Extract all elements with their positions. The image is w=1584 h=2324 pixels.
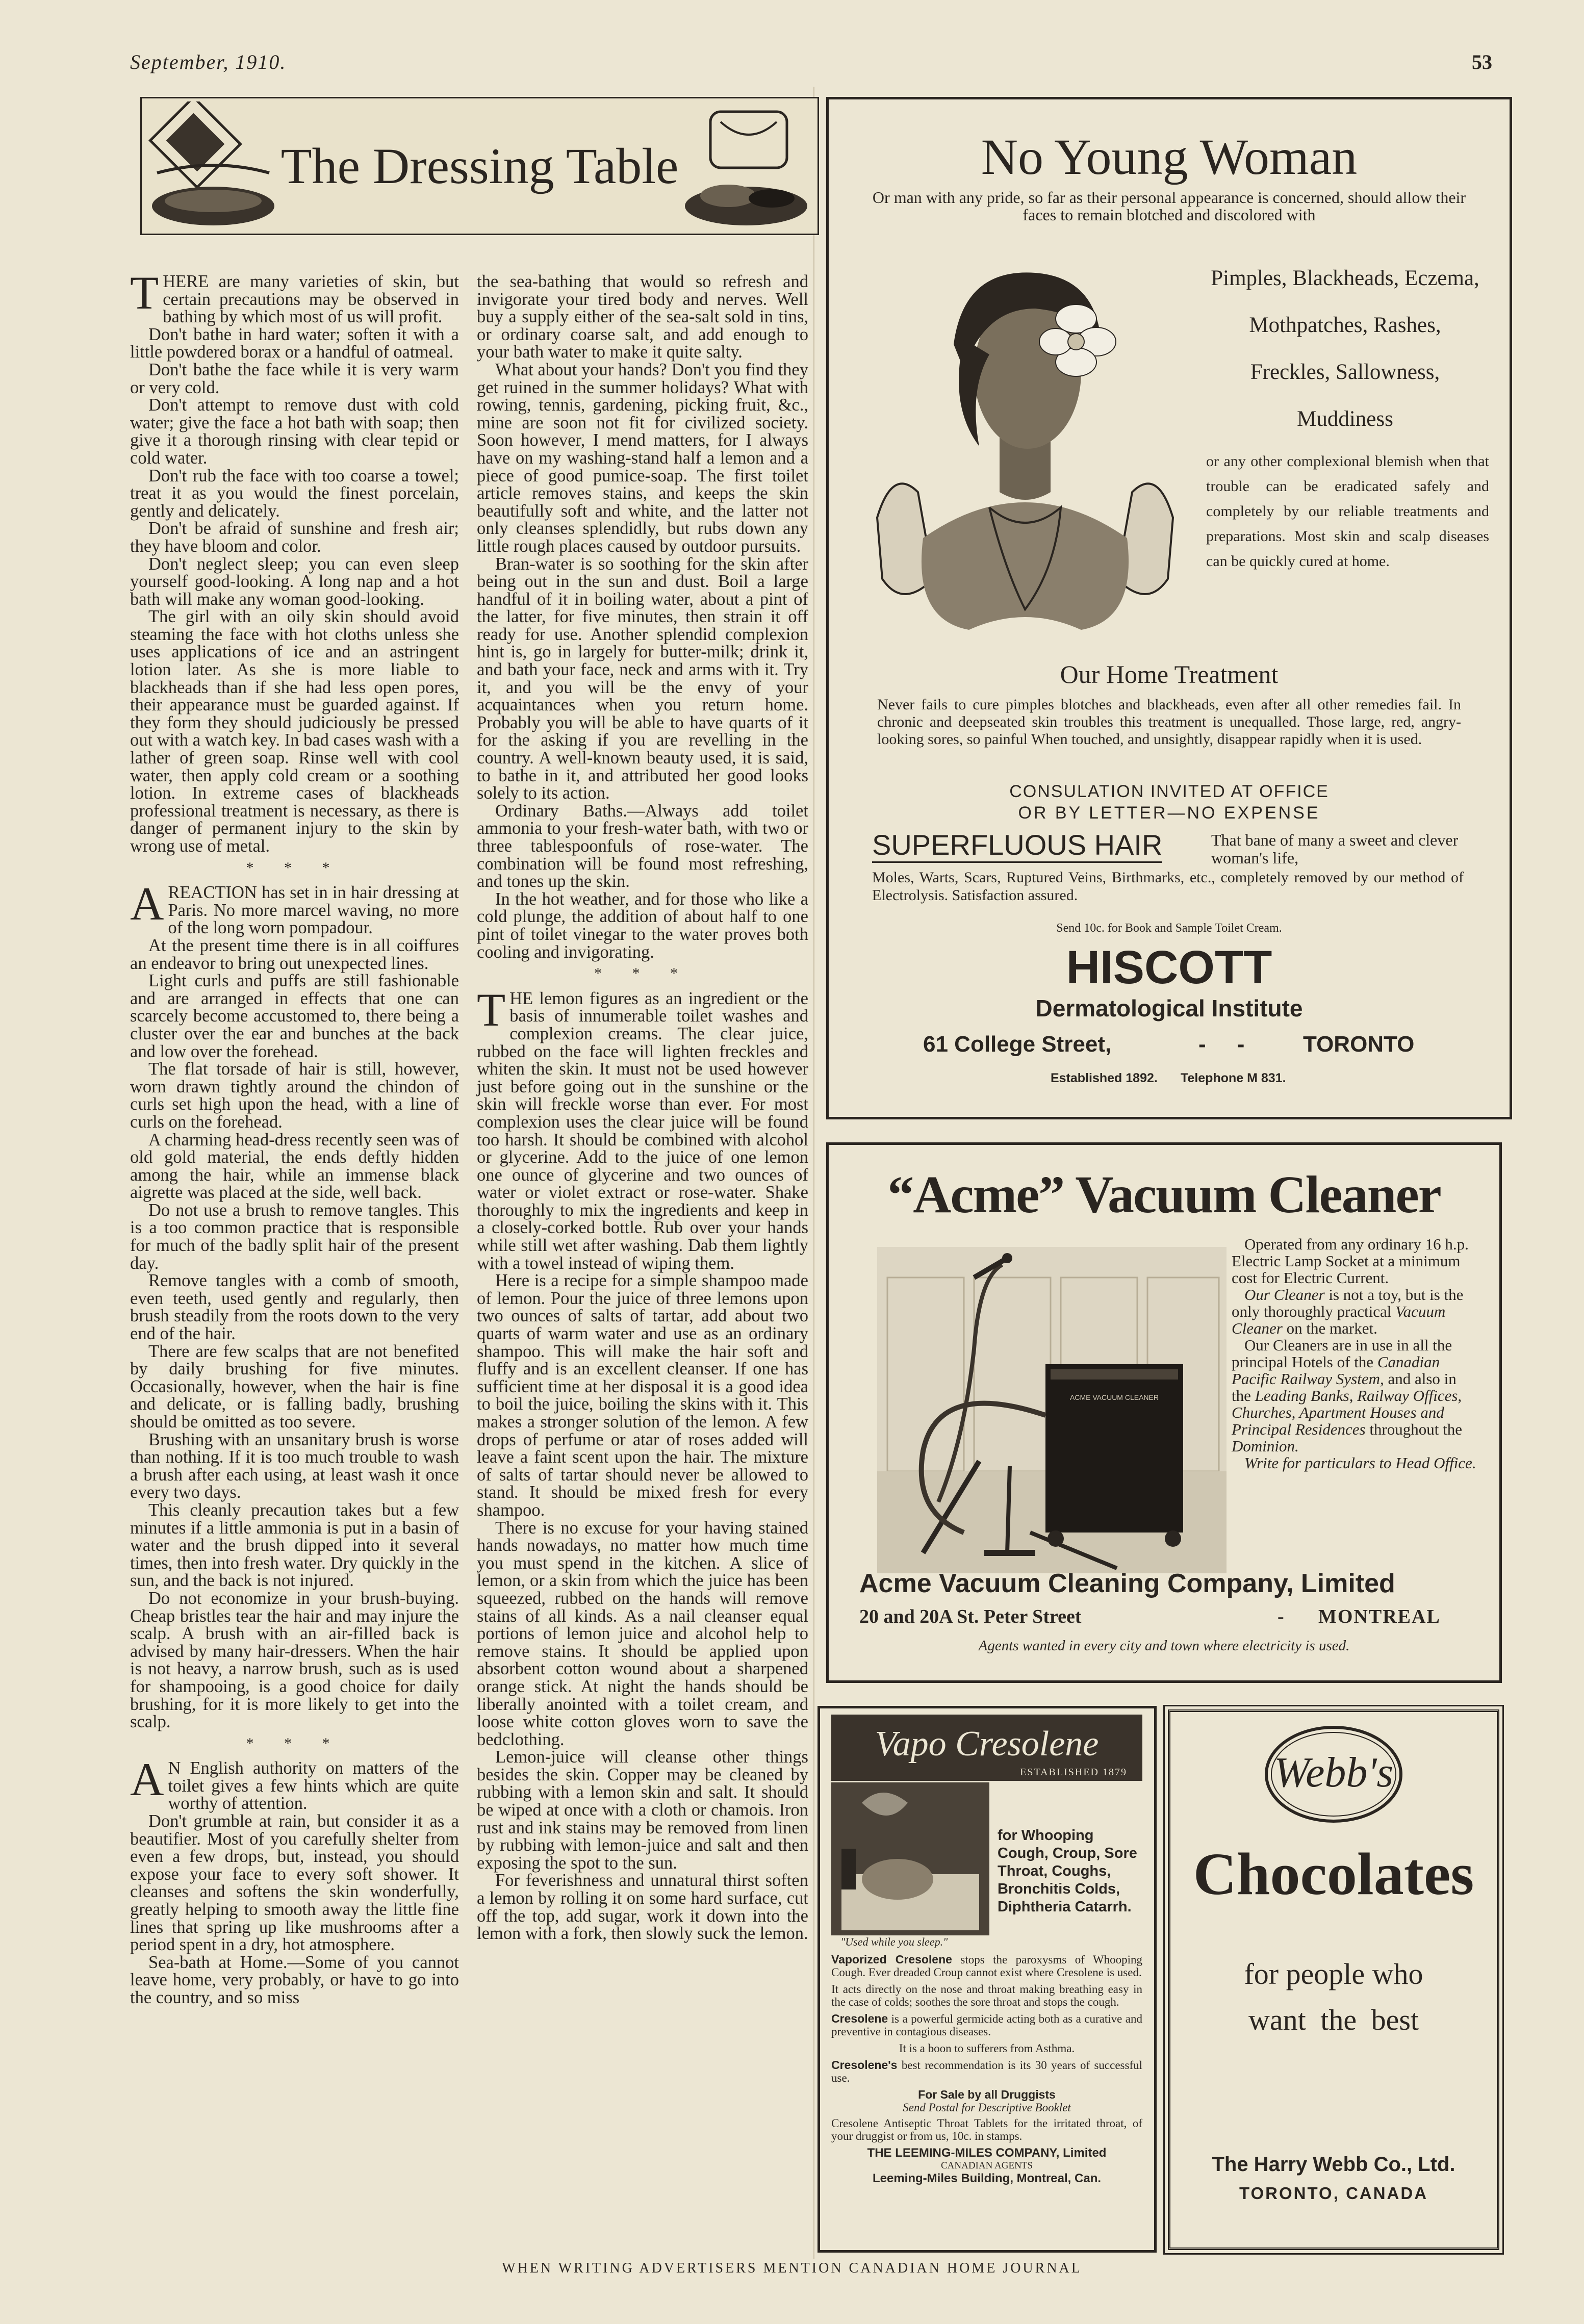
acme-vacuum-ad [826,1142,1502,1683]
home-treatment-title: Our Home Treatment [1060,660,1279,688]
paragraph: This cleanly precaution takes but a few minutes if a little ammonia is put in a basin of water and the brush dipped into it several times, then into fresh water. Dry quickly in the sun, and the back is not injured. [130,1500,459,1591]
drop-cap: T [130,267,159,319]
section-separator: * * * [246,1734,343,1752]
page-date: September, 1910. [130,50,287,73]
paragraph: Don't attempt to remove dust with cold water; give the face a hot bath with soap; then give it a thorough rinsing with clear tepid or cold water. [130,395,459,468]
cresolene-tablets: Cresolene Antiseptic Throat Tablets for the irritated throat, of your druggist or from us, 10c. in stamps. [831,2117,1142,2142]
cresolene-agents: CANADIAN AGENTS [941,2160,1033,2171]
hiscott-headline: No Young Woman [981,129,1358,185]
webbs-chocolates-ad [1168,1709,1499,2250]
hiscott-telephone: Telephone M 831. [1181,1071,1286,1085]
paragraph: The girl with an oily skin should avoid steaming the face with hot cloths unless she uses applications of ice and an astringent lotion later. As she is more liable to blackheads than if she had less open pores, their appearance must be guarded against. If they form they should judiciously be pressed out with a watch key. In bad cases wash with a lather of green soap. Rinse well with cool water, then apply cold cream or a soothing lotion. In extreme cases of blackheads professional treatment is necessary, as there is danger of permanent injury to the skin by wrong use of metal. [130,607,459,856]
acme-write: Write for particulars to Head Office. [1244,1454,1476,1472]
paragraph: What about your hands? Don't you find they get ruined in the summer holidays? What with rowing, tennis, gardening, picking fruit, &c., mine are soon not fit for civilized society. Soon however, I mend matters, for I always have on my washing-stand half a lemon and a piece of good pumice-soap. The first toilet article removes stains, and keeps the skin beautifully soft and white, and the latter not only cleanses splendidly, but rubs down any little rough places caused by outdoor pursuits. [477,360,808,556]
hiscott-name: HISCOTT [1066,941,1272,993]
article-column-2 [477,273,808,1943]
drop-cap: A [130,1753,164,1806]
acme-description [1232,1236,1476,1471]
condition-line: Muddiness [1297,407,1393,431]
article-title: The Dressing Table [280,138,679,194]
paragraph: A charming head-dress recently seen was of old gold material, the ends deftly hidden among the hair, while an immense black aigrette was placed at the side, well back. [130,1130,459,1203]
paragraph: Lemon-juice will cleanse other things besides the skin. Copper may be cleaned by rubbing with a lemon skin and salt. It should be wiped at once with a cloth or chamois. Iron rust and ink stains may be removed from linen by rubbing with lemon-juice and salt and then exposing the spot to the sun. [477,1747,808,1873]
paragraph: Light curls and puffs are still fashionable and are arranged in effects that one can scarcely become accustomed to, there being a cluster over the ear and bunches at the back and low over the forehead. [130,971,459,1061]
section-1-intro: THERE are many varieties of skin, but certain precautions may be observed in bathing by which most of us will profit. [130,267,459,327]
vacuum-cleaner-illustration [877,1247,1227,1573]
webbs-logo: Webb's [1273,1749,1394,1796]
paragraph: Brushing with an unsanitary brush is worse than nothing. If it is too much trouble to wash a brush after each using, at least wash it once every two days. [130,1429,459,1502]
home-treatment-body: Never fails to cure pimples blotches and blackheads, even after all other remedies fail. In chronic and deepseated skin troubles this treatment is unequalled. Those large, red, angry-looking sores, so painful When touched, and unsightly, disappear rapidly when it is used. [877,696,1461,748]
section-3-intro: A N English authority on matters of the toilet gives a few hints which are quite worthy of attention. [130,1753,459,1814]
section-2-intro: AREACTION has set in in hair dressing at Paris. No more marcel waving, no more of the long worn pompadour. [130,878,459,938]
paragraph: In the hot weather, and for those who like a cold plunge, the addition of about half to one pint of toilet vinegar to the water proves both cooling and invigorating. [477,889,808,962]
article-column-1 [130,267,459,2007]
webbs-tagline-2: want the best [1248,2003,1419,2036]
paragraph: Here is a recipe for a simple shampoo made of lemon. Pour the juice of three lemons upon two ounces of salts of tartar, add about two quarts of warm water and use as an ordinary shampoo. This will make the hair soft and fluffy and is an excellent cleanser. If one has sufficient time at her disposal it is a good idea to boil the juice, boiling the skins with it. This makes a stronger solution of the lemon. A few drops of perfume or atar of roses added will leave a faint scent upon the hair. The mixture of salts of tartar should never be allowed to stand. It should be mixed fresh for every shampoo. [477,1271,808,1520]
send-offer: Send 10c. for Book and Sample Toilet Cream. [1056,922,1282,935]
cresolene-ailments: for Whooping Cough, Croup, Sore Throat, Coughs, Bronchitis Colds, Diphtheria Catarrh. [998,1827,1137,1915]
cresolene-p2: It acts directly on the nose and throat making breathing easy in the case of colds; soothes the sore throat and stops the cough. [831,1983,1142,2008]
webbs-tagline-1: for people who [1244,1957,1423,1990]
drop-cap: A [130,878,164,930]
paragraph: the sea-bathing that would so refresh and invigorate your tired body and nerves. Well buy a supply either of the sea-salt sold in tins, or ordinary coarse salt, and add enough to your bath water to make it quite salty. [477,272,808,362]
paragraph: Don't bathe the face while it is very warm or very cold. [130,360,459,397]
consultation-line-2: OR BY LETTER—NO EXPENSE [1018,803,1320,823]
paragraph: Remove tangles with a comb of smooth, even teeth, used gently and regularly, then brush steadily from the roots down to the very end of the hair. [130,1271,459,1344]
cresolene-building: Leeming-Miles Building, Montreal, Can. [872,2172,1102,2185]
woman-portrait-illustration [862,252,1188,660]
paragraph: Don't bathe in hard water; soften it with a little powdered borax or a handful of oatmeal. [130,324,459,362]
cresolene-p1: Vaporized Cresolene stops the paroxysms of Whooping Cough. Ever dreaded Croup cannot exist where Cresolene is used. [831,1953,1142,1979]
cresolene-p5: Cresolene's best recommendation is its 30 years of successful use. [831,2058,1142,2084]
cresolene-p3: Cresolene is a powerful germicide acting both as a curative and preventive in contagious diseases. [831,2012,1142,2038]
page-footer: WHEN WRITING ADVERTISERS MENTION CANADIAN HOME JOURNAL [502,2260,1082,2276]
acme-body-3: Our Cleaners are in use in all the principal Hotels of the Canadian Pacific Railway System, and also in the Leading Banks, Railway Offices, Churches, Apartment Houses and Principal Residences throughout the Dominion. [1232,1336,1462,1455]
consultation-line-1: CONSULATION INVITED AT OFFICE [1009,782,1329,801]
acme-address-dash: - [1278,1606,1284,1627]
vacuum-machine-label: ACME VACUUM CLEANER [1070,1393,1159,1401]
hiscott-institute: Dermatological Institute [1035,995,1303,1021]
paragraph: Bran-water is so soothing for the skin after being out in the sun and dust. Boil a large handful of it in boiling water, about a pint of the latter, for five minutes, then strain it off ready for use. Another splendid complexion hint is, go in largely for butter-milk; drink it, and bath your face, neck and arms with it. Try it, and you will be the envy of your acquaintances when you return home. Probably you will be able to have quarts of it for the asking if you are revelling in the country. A well-known beauty used, it is said, to bathe in it, and attributed her good looks solely to its action. [477,554,808,803]
cresolene-sale: For Sale by all Druggists [918,2088,1056,2101]
acme-agents: Agents wanted in every city and town where electricity is used. [978,1638,1350,1654]
cresolene-company: THE LEEMING-MILES COMPANY, Limited [867,2146,1107,2160]
acme-company: Acme Vacuum Cleaning Company, Limited [859,1569,1395,1598]
acme-body-2: Our Cleaner is not a toy, but is the only thoroughly practical Vacuum Cleaner on the market. [1232,1286,1464,1337]
hiscott-ad [826,97,1512,1119]
cresolene-body [831,1953,1142,2185]
hiscott-city: TORONTO [1303,1032,1415,1057]
cresolene-lamp-illustration [831,1782,989,1935]
paragraph: There are few scalps that are not benefited by daily brushing for five minutes. Occasionally, however, when the hair is fine and delicate, or is falling badly, brushing should be omitted as too severe. [130,1341,459,1432]
paragraph: Don't rub the face with too coarse a towel; treat it as you would the finest porcelain, gently and delicately. [130,466,459,521]
condition-line: Freckles, Sallowness, [1250,360,1440,384]
superfluous-hair-title: SUPERFLUOUS HAIR [872,829,1162,863]
cresolene-logo: Vapo Cresolene [875,1724,1099,1764]
webbs-product: Chocolates [1193,1841,1474,1907]
hiscott-conditions [1186,255,1504,443]
section-separator: * * * [246,859,343,876]
paragraph: Ordinary Baths.—Always add toilet ammonia to your fresh-water bath, with two or three tablespoonfuls of rose-water. The combination will be found most refreshing, and tones up the skin. [477,801,808,891]
webbs-company: The Harry Webb Co., Ltd. [1212,2153,1455,2176]
webbs-city: TORONTO, CANADA [1239,2184,1428,2203]
paragraph: Do not use a brush to remove tangles. This is a too common practice that is responsible for much of the badly split hair of the present day. [130,1200,459,1273]
condition-line: Pimples, Blackheads, Eczema, [1211,266,1479,290]
acme-body-1: Operated from any ordinary 16 h.p. Electric Lamp Socket at a minimum cost for Electric Current. [1232,1235,1469,1287]
hiscott-conditions-body: or any other complexional blemish when that trouble can be eradicated safely and completely by our reliable treatments and preparations. Most skin and scalp diseases can be quickly cured at home. [1206,453,1489,570]
cresolene-p4: It is a boon to sufferers from Asthma. [899,2042,1075,2055]
paragraph: Don't grumble at rain, but consider it as a beautifier. Most of you carefully shelter from even a few drops, but, instead, you should expose your face to every soft shower. It cleanses and softens the skin wonderfully, greatly helping to smooth away the little fine lines that spring up like mushrooms after a period spent in a dry, hot atmosphere. [130,1811,459,1955]
paragraph: Sea-bath at Home.—Some of you cannot leave home, very probably, or have to go into the country, and so miss [130,1952,459,2007]
article-banner [140,97,819,235]
drop-cap: T [477,983,506,1036]
page-number: 53 [1472,50,1492,73]
column-divider [813,87,814,2259]
paragraph: There is no excuse for your having stained hands nowadays, no matter how much time you must spend in the kitchen. A slice of lemon, or a skin from which the juice has been squeezed, rubbed on the hands will remove stains of all kinds. As a nail cleanser equal portions of lemon juice and alcohol help to remove stains. It should be applied upon absorbent cotton wound about a sharpened orange stick. At night the hands should be liberally anointed with a toilet cream, and loose white cotton gloves worn to save the bedclothing. [477,1518,808,1749]
paragraph: Do not economize in your brush-buying. Cheap bristles tear the hair and may injure the scalp. A brush with an air-filled back is advised by many hair-dressers. When the hair is not heavy, a narrow brush, such as is used for shampooing, is a good choice for daily brushing, for it is more likely to get into the scalp. [130,1588,459,1732]
cresolene-caption: "Used while you sleep." [840,1935,948,1948]
hiscott-established: Established 1892. [1051,1071,1158,1085]
section-separator: * * * [594,965,691,982]
acme-address: 20 and 20A St. Peter Street [859,1606,1082,1627]
cresolene-ad [817,1706,1157,2253]
hiscott-address: 61 College Street, [923,1032,1112,1057]
superfluous-hair-body: Moles, Warts, Scars, Ruptured Veins, Birthmarks, etc., completely removed by our method of Electrolysis. Satisfaction assured. [872,869,1464,904]
condition-line: Mothpatches, Rashes, [1249,313,1441,337]
hiscott-address-dashes: - - [1198,1032,1245,1057]
cresolene-logo-panel [831,1715,1142,1781]
cresolene-established: ESTABLISHED 1879 [1020,1767,1127,1778]
acme-city: MONTREAL [1318,1606,1441,1627]
acme-headline: “Acme” Vacuum Cleaner [887,1165,1441,1224]
section-4-intro: THE lemon figures as an ingredient or the basis of innumerable toilet washes and complexion creams. The clear juice, rubbed on the face will lighten freckles and whiten the skin. It must not be used however just before going out in the sunshine or the skin will freckle worse than ever. For most complexion uses the clear juice will be found too harsh. It should be combined with alcohol or glycerine. Add to the juice of one lemon one ounce of glycerine and two ounces of water or violet extract or rose-water. Shake thoroughly to mix the ingredients and keep in a closely-corked bottle. Rub over your hands while still wet after washing. Dab them lightly with a towel instead of wiping them. [477,983,808,1273]
paragraph: At the present time there is in all coiffures an endeavor to bring out unexpected lines. [130,935,459,973]
paragraph: For feverishness and unnatural thirst soften a lemon by rolling it on some hard surface, cut off the top, add sugar, work it down into the lemon with a fork, then slowly suck the lemon. [477,1871,808,1944]
paragraph: The flat torsade of hair is still, however, worn drawn tightly around the chindon of curls set high upon the head, with a line of curls on the forehead. [130,1059,459,1132]
cresolene-postal: Send Postal for Descriptive Booklet [903,2101,1071,2114]
superfluous-hair-tagline: That bane of many a sweet and clever woman's life, [1211,831,1459,867]
hiscott-subtitle: Or man with any pride, so far as their personal appearance is concerned, should allow their faces to remain blotched and discolored with [872,188,1466,224]
paragraph: Don't neglect sleep; you can even sleep yourself good-looking. A long nap and a hot bath will make any woman good-looking. [130,554,459,609]
brush-ornament-right [680,101,812,229]
paragraph: Don't be afraid of sunshine and fresh air; they have bloom and color. [130,519,459,556]
